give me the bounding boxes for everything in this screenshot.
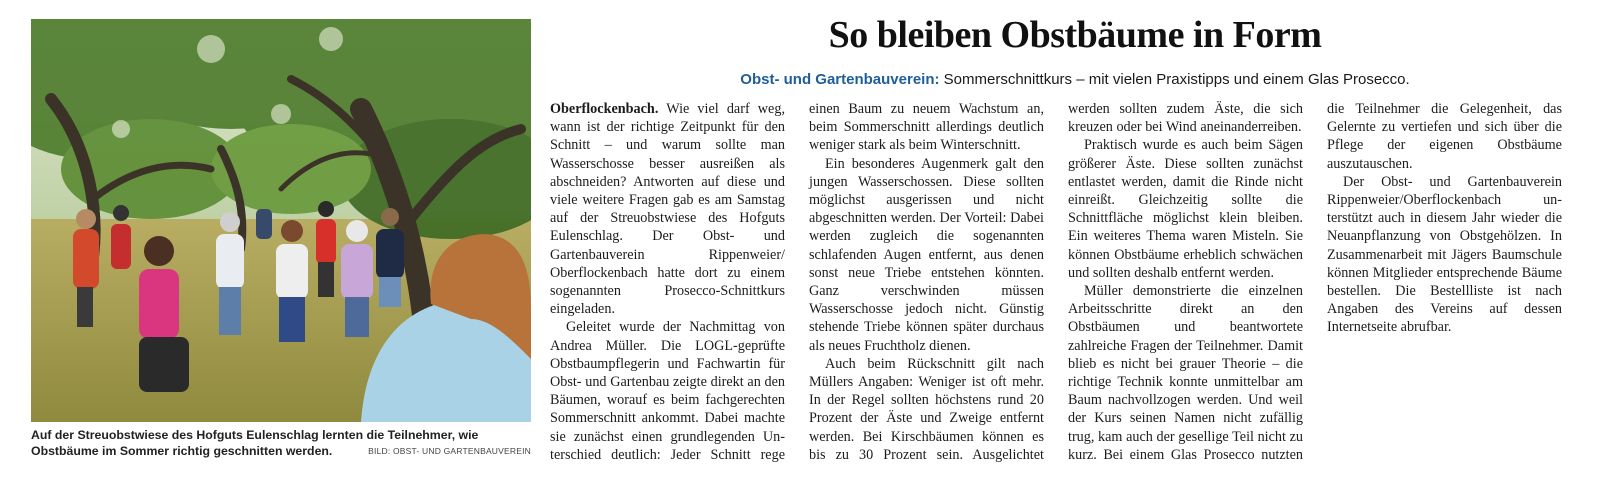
subheadline-text: Sommerschnittkurs – mit vielen Praxistipps und einem Glas Prosecco. [939, 71, 1410, 88]
dateline: Oberflockenbach. [550, 101, 659, 117]
body-paragraph [550, 100, 785, 318]
body-paragraph: Ein besonderes Augenmerk galt den jungen Wasserschossen. Diese sollten möglichst ausgerissen und nicht abgeschnitten werden. Der Vorteil: Dabei werden zugleich die sogenannten schlafenden Augen entfernt, aus denen sonst neue Triebe entstehen könnten. Ganz verschwinden müssen Wasserschosse jedoch nicht. Günstig stehende Triebe können später durchaus als neues Fruchtholz dienen. [809, 155, 1044, 354]
body-paragraph: Geleitet wurde der Nachmittag von Andrea Müller. Die LOGL-geprüfte Obstbaumpflegerin und Fachwartin für Obst- und Gartenbau zeigte direkt an den Bäumen, worauf es beim fachgerechten Sommerschnitt ankommt. Dabei machte sie zunächst einen grundlegenden Unterschied deutlich: Jeder Schnitt rege einen Baum zu neuem Wachstum an, beim Sommerschnitt allerdings deutlich weniger stark als beim Winterschnitt. [550, 101, 1044, 463]
subheadline [550, 70, 1600, 90]
article-photo [31, 19, 531, 422]
paragraph-text: Wie viel darf weg, wann ist der richtige Zeitpunkt für den Schnitt – und warum sollte man Wasserschosse besser ausreißen als abschneiden? Antworten auf diese und viele weitere Fragen gab es am Samstag auf der Streuobstwiese des Hofguts Eulenschlag. Der Obst- und Gartenbauverein Rippenweier/ Oberflockenbach hatte dort zu einem sogenannten Prosecco-Schnittkurs eingeladen. [550, 101, 785, 318]
photo-credit: BILD: OBST- UND GARTENBAUVEREIN [368, 446, 531, 456]
body-paragraph: Müller demonstrierte die einzelnen Arbeitsschritte direkt an den Obstbäumen und beantwortete zahlreiche Fragen der Teilnehmer. Damit blieb es nicht bei grauer Theorie – die richtige Technik konnte unmittelbar am Baum nachvollzogen werden. Und weil der Kurs seinen Namen nicht zufällig trug, kam auch der gesellige Teil nicht zu kurz. Bei einem Glas Prosecco nutzten die Teilnehmer die Gelegenheit, das Gelernte zu vertiefen und sich über die Pflege der eigenen Obstbäume auszutauschen. [1068, 101, 1562, 463]
body-paragraph: Der Obst- und Gartenbauverein Rippenweier/Oberflockenbach unterstützt auch in diesem Jahr wieder die Neuanpflanzung von Obstgehölzen. In Zusammenarbeit mit Jägers Baumschule können Mitglieder entsprechende Bäume bestellen. Die Bestellliste ist nach Angaben des Vereins auf dessen Internetseite abrufbar. [1327, 173, 1562, 336]
headline: So bleiben Obstbäume in Form [828, 14, 1322, 56]
body-paragraph: Praktisch wurde es auch beim Sägen größerer Äste. Diese sollten zunächst entlastet werden, damit die Rinde nicht einreißt. Gleichzeitig sollte die Schnittfläche möglichst klein bleiben. Ein weiteres Thema waren Misteln. Sie können Obstbäume erheblich schwächen und sollten deshalb entfernt werden. [1068, 137, 1303, 281]
body-paragraph: Auch beim Rückschnitt gilt nach Müllers Angaben: Weniger ist oft mehr. In der Regel sollten höchstens rund 20 Prozent der Äste und Zweige entfernt werden. Bei Kirschbäumen können es bis zu 30 Prozent sein. Ausgelichtet werden sollten zudem Äste, die sich kreuzen oder bei Wind aneinanderreiben. [809, 101, 1303, 463]
article-body [550, 100, 1562, 475]
kicker: Obst- und Gartenbauverein: [740, 71, 940, 88]
photo-caption: Auf der Streuobstwiese des Hofguts Eulenschlag lernten die Teilnehmer, wie Obstbäume im Sommer richtig geschnitten werden. [31, 428, 479, 458]
